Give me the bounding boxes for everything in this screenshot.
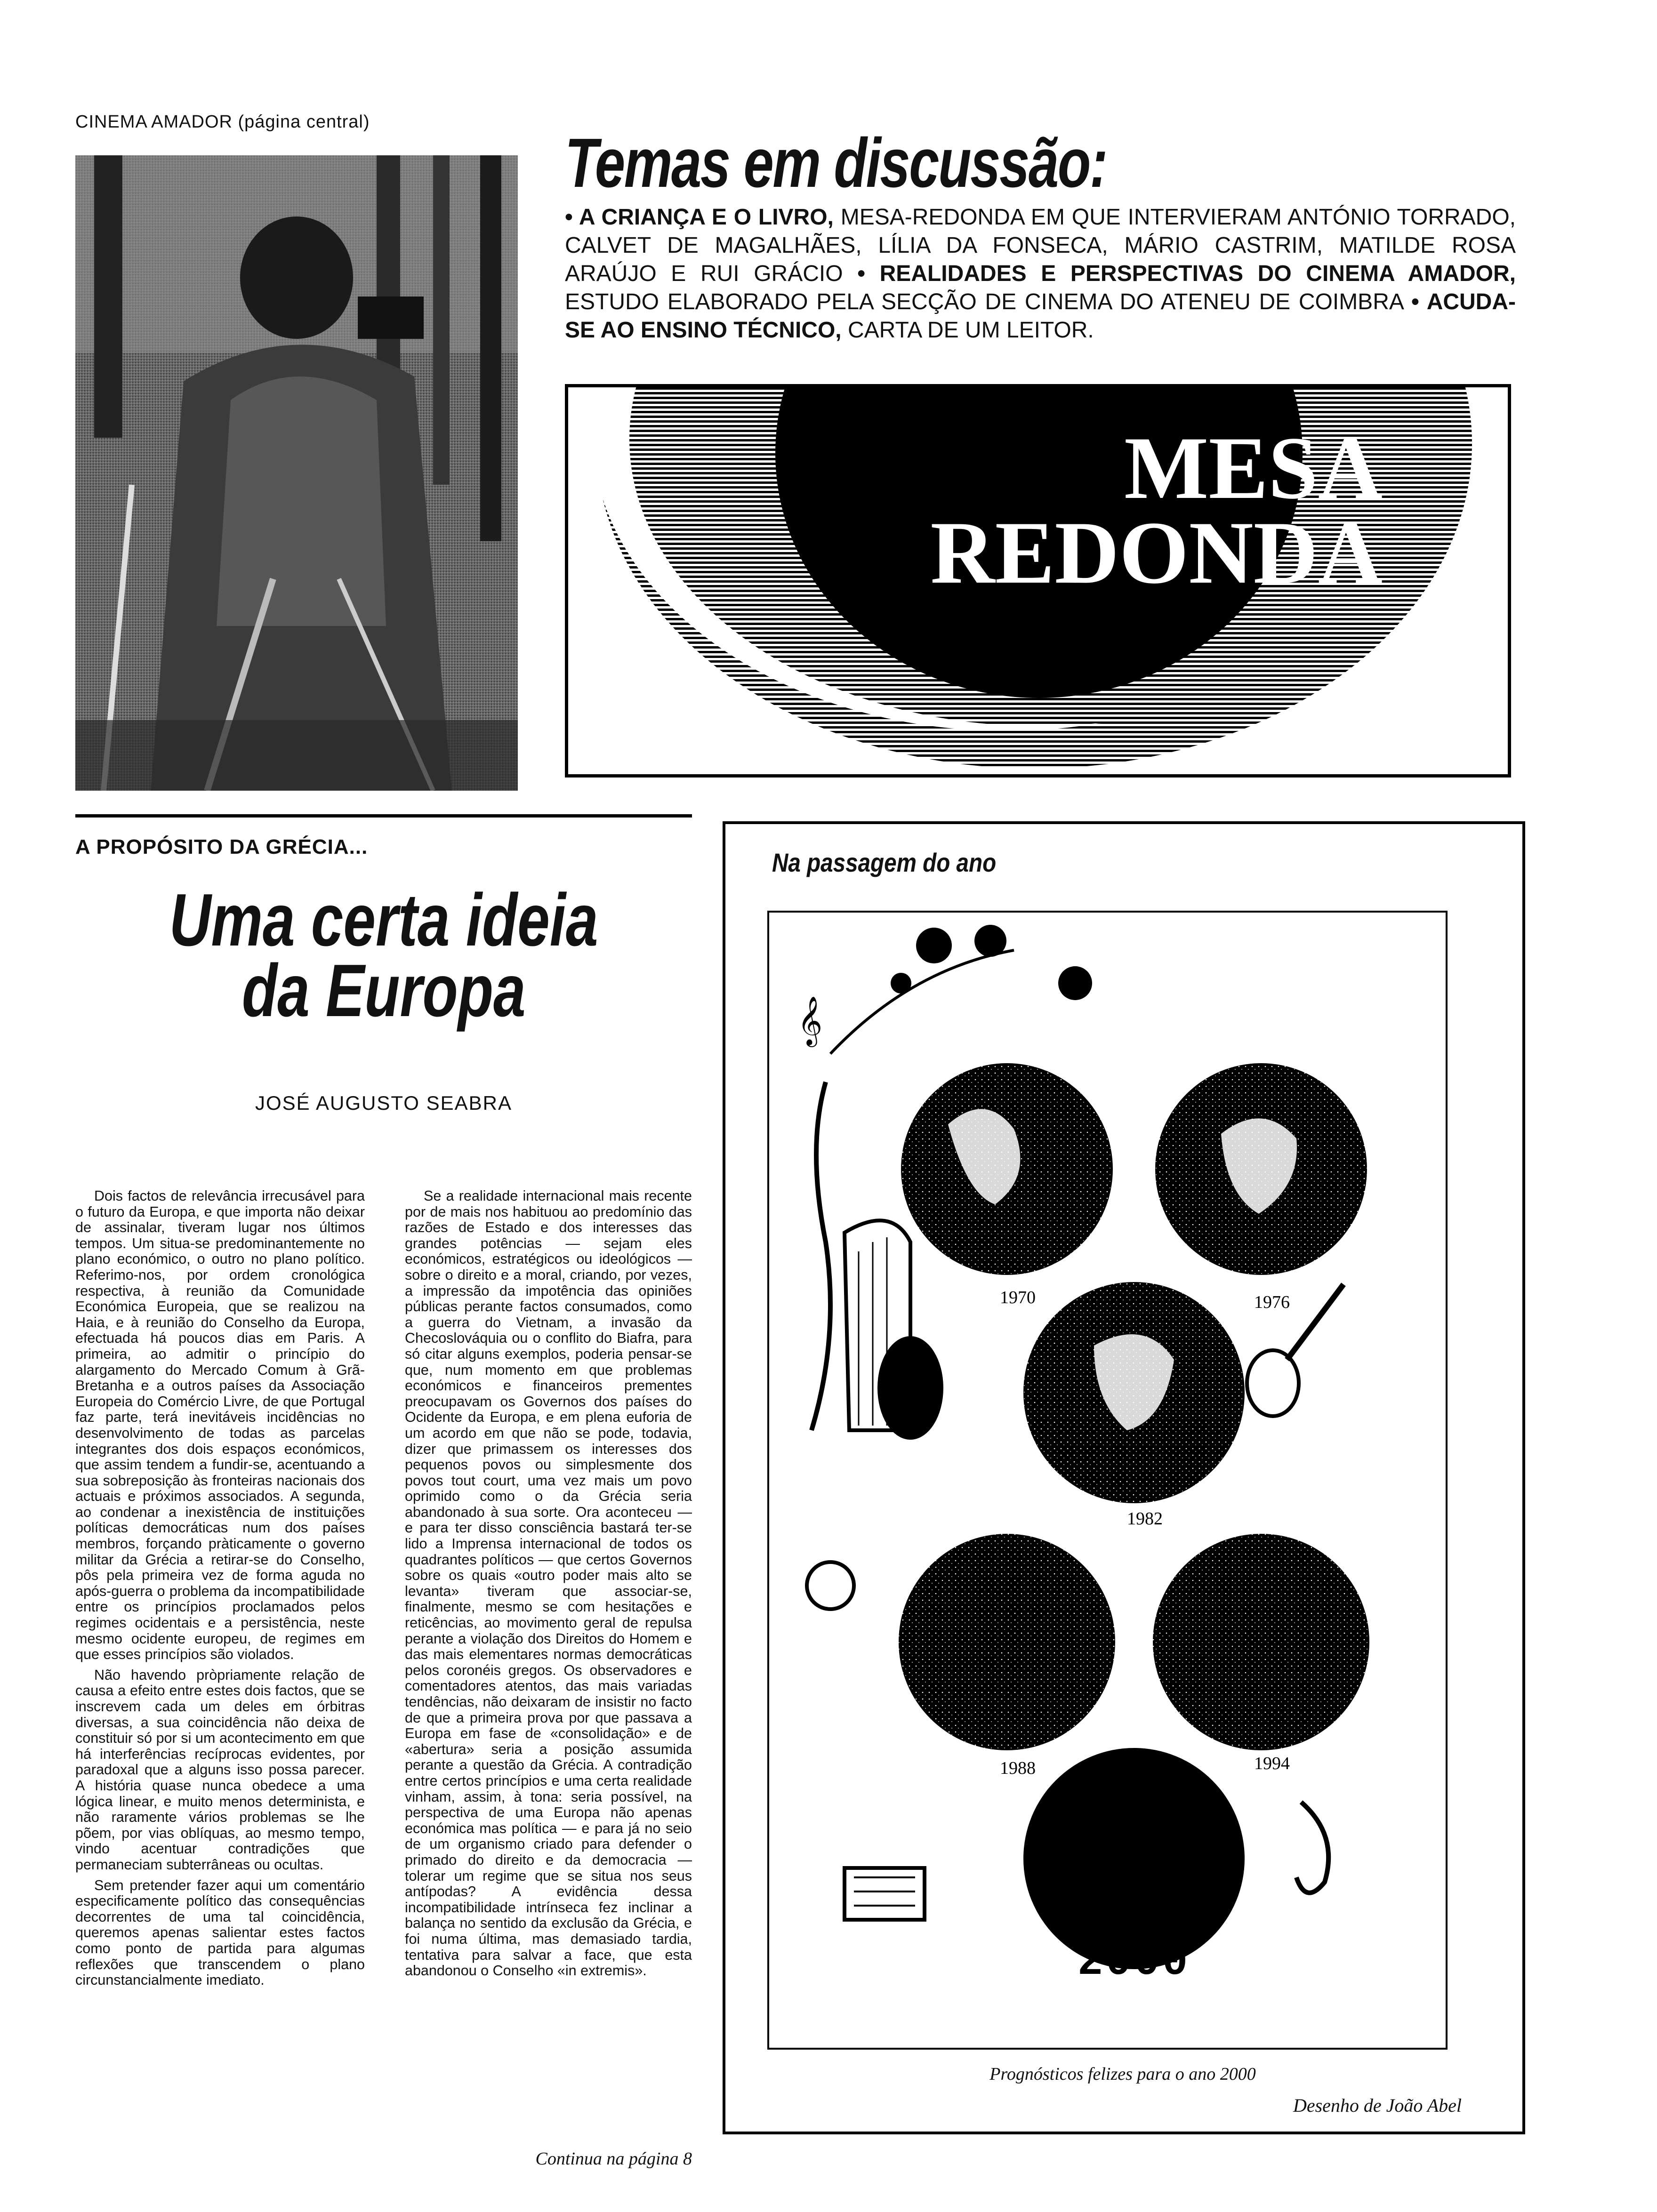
year-label-2000: 2000 bbox=[1077, 1939, 1191, 1987]
theme-1-heading: • A CRIANÇA E O LIVRO, bbox=[565, 205, 834, 230]
mesa-word: MESA bbox=[1124, 419, 1383, 518]
year-label-1988: 1988 bbox=[1000, 1758, 1036, 1778]
globe-1988 bbox=[899, 1534, 1115, 1750]
article-paragraph: Se a realidade internacional mais recente por de mais nos habituou ao predomínio das razões de Estado e dos interesses das grandes potências — sejam eles económicos, estratégicos ou ideológicos — sobre o direito e a moral, criando, por vezes, a impressão da impotência das opiniões públicas perante factos consumados, como a guerra do Vietnam, a invasão da Checoslováquia ou o conflito do Biafra, para só citar alguns exemplos, poderia pensar-se que, num momento em que problemas económicos e financeiros prementes preocupavam os Governos dos países do Ocidente da Europa, e em plena euforia de um acordo em que não se pode, todavia, dizer que primassem os interesses dos pequenos povos ou simplesmente dos povos tout court, uma vez mais um povo oprimido como o da Grécia seria abandonado à sua sorte. Ora aconteceu — e para ter disso consciência bastará ter-se lido a Imprensa internacional de todos os quadrantes políticos — que certos Governos sobre os quais «outro poder mais alto se levanta» tiveram que associar-se, finalmente, mesmo se com hesitações e reticências, ao movimento geral de repulsa perante a violação dos Direitos do Homem e das mais elementares normas democráticas pelos coronéis gregos. Os observadores e comentadores atentos, das mais variadas tendências, não deixaram de insistir no facto de que a primeira prova por que passava a Europa em fase de «consolidação» e de «abertura» seria a posição assumida perante a questão da Grécia. A contradição entre certos princípios e uma certa realidade vinham, assim, à tona: seria possível, na perspectiva de uma Europa não apenas económica mas política — e para já no seio de um organismo criado para defender o primado do direito e da democracia — tolerar um regime que se situa nos seus antípodas? A evidência dessa incompatibilidade intrínseca fez inclinar a balança no sentido da exclusão da Grécia, e foi numa última, mas demasiado tardia, tentativa para salvar a face, que esta abandonou o Conselho «in extremis». bbox=[405, 1188, 692, 1979]
continued-note: Continua na página 8 bbox=[535, 2149, 692, 2169]
year-label-1976: 1976 bbox=[1254, 1292, 1290, 1312]
article-column-1 bbox=[75, 1188, 365, 1993]
cinema-photo-illustration bbox=[75, 155, 518, 791]
treble-clef-icon: 𝄞 bbox=[797, 996, 823, 1045]
themes-title: Temas em discussão: bbox=[565, 124, 1107, 202]
mesa-redonda-banner bbox=[565, 384, 1511, 777]
theme-1-text: MESA-REDONDA EM QUE INTERVIERAM ANTÓNIO TORRADO, CALVET DE MAGALHÃES, LÍLIA DA FONSECA, MÁRIO CASTRIM, MATILDE ROSA ARAÚJO E RUI GRÁCIO bbox=[565, 205, 1516, 286]
article-title-line-2: da Europa bbox=[241, 949, 526, 1032]
globes-illustration bbox=[769, 913, 1446, 2048]
theme-2-heading: • REALIDADES E PERSPECTIVAS DO CINEMA AMADOR, bbox=[857, 261, 1516, 286]
drawing-caption: Prognósticos felizes para o ano 2000 bbox=[989, 2064, 1256, 2084]
theme-3-heading: • ACUDA-SE AO ENSINO TÉCNICO, bbox=[565, 289, 1516, 343]
year-panel-title: Na passagem do ano bbox=[772, 848, 997, 877]
year-label-1970: 1970 bbox=[1000, 1288, 1036, 1307]
article-paragraph: Não havendo pròpriamente relação de causa a efeito entre estes dois factos, que se inscrevem cada um deles em órbitras diversas, a sua coincidência não deixa de constituir só por si um acontecimento em que há interferências recíprocas evidentes, por paradoxal que a alguns isso possa parecer. A história quase nunca obedece a uma lógica linear, e muito menos determinista, e não raramente vários problemas se lhe põem, por vias oblíquas, ao mesmo tempo, vindo acentuar contradições que permaneciam subterrâneas ou ocultas. bbox=[75, 1667, 365, 1873]
drawing-credit: Desenho de João Abel bbox=[1293, 2095, 1462, 2116]
theme-2-text: ESTUDO ELABORADO PELA SECÇÃO DE CINEMA DO ATENEU DE COIMBRA bbox=[565, 289, 1411, 314]
year-label-1982: 1982 bbox=[1127, 1509, 1163, 1529]
article-title bbox=[75, 879, 692, 1032]
mesa-redonda-graphic bbox=[568, 387, 1508, 774]
globes-drawing bbox=[767, 911, 1448, 2050]
article-paragraph: Sem pretender fazer aqui um comentário especificamente político das consequências decorrentes de uma tal coincidência, queremos apenas salientar estes factos como ponto de partida para algumas reflexões que transcendem o plano circunstancialmente imediato. bbox=[75, 1877, 365, 1988]
cinema-caption: CINEMA AMADOR (página central) bbox=[75, 112, 370, 132]
year-label-1994: 1994 bbox=[1254, 1754, 1290, 1773]
theme-3-text: CARTA DE UM LEITOR. bbox=[841, 318, 1094, 343]
section-divider bbox=[75, 814, 692, 817]
article-kicker: A PROPÓSITO DA GRÉCIA... bbox=[75, 835, 368, 858]
article-column-2 bbox=[405, 1188, 692, 1984]
themes-list bbox=[565, 203, 1516, 345]
globe-1994 bbox=[1153, 1534, 1369, 1750]
cinema-amador-photo bbox=[75, 155, 518, 791]
redonda-word: REDONDA bbox=[930, 504, 1383, 602]
article-title-line-1: Uma certa ideia bbox=[169, 879, 598, 962]
globe-2000 bbox=[1023, 1748, 1245, 1969]
article-paragraph: Dois factos de relevância irrecusável para o futuro da Europa, e que importa não deixar de assinalar, tiveram lugar nos últimos tempos. Um situa-se predominantemente no plano económico, o outro no plano político. Referimo-nos, por ordem cronológica respectiva, à reunião da Comunidade Económica Europeia, que se realizou na Haia, e à reunião do Conselho da Europa, efectuada há poucos dias em Paris. A primeira, ao admitir o princípio do alargamento do Mercado Comum à Grã-Bretanha e a outros países da Associação Europeia do Comércio Livre, de que Portugal faz parte, terá inevitáveis incidências no desenvolvimento de todas as parcelas integrantes dos dois espaços económicos, que assim tendem a fundir-se, acentuando a sua sobreposição às fronteiras nacionais dos actuais e próximos associados. A segunda, ao condenar a inexistência de instituições políticas democráticas num dos países membros, forçando pràticamente o governo militar da Grécia a retirar-se do Conselho, pôs pela primeira vez de forma aguda no após-guerra o problema da incompatibilidade entre os princípios proclamados pelos regimes ocidentais e a persistência, neste mesmo ocidente europeu, de regimes em que esses princípios são violados. bbox=[75, 1188, 365, 1663]
article-author: JOSÉ AUGUSTO SEABRA bbox=[255, 1092, 513, 1114]
